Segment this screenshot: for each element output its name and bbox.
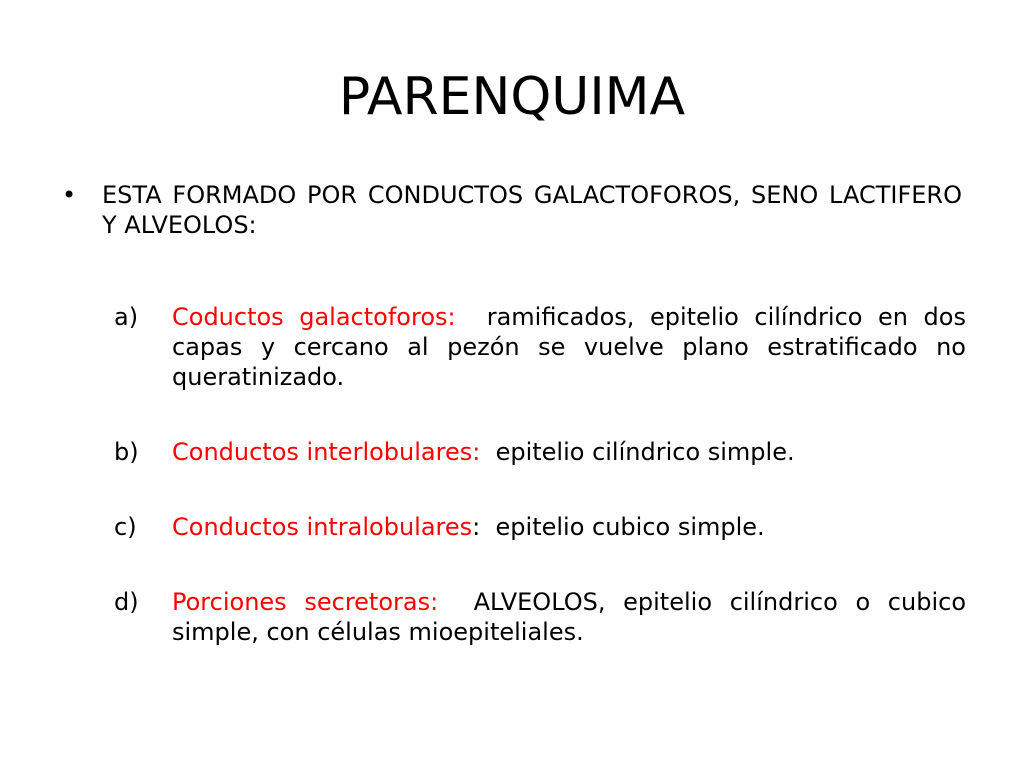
- list-item-text: [172, 437, 966, 467]
- item-separator: :: [472, 513, 481, 541]
- list-item-b: [114, 437, 966, 467]
- item-term: Conductos intralobulares: [172, 513, 473, 541]
- item-description: ramificados, epitelio cilíndrico en dos capas y cercano al pezón se vuelve plano estratificado no queratinizado.: [172, 303, 966, 391]
- item-term: Porciones secretoras:: [172, 588, 439, 616]
- item-description: ALVEOLOS, epitelio cilíndrico o cubico simple, con células mioepiteliales.: [172, 588, 966, 646]
- list-item-text: [172, 302, 966, 392]
- list-marker: d): [114, 588, 139, 616]
- list-item-a: [114, 302, 966, 392]
- list-marker: c): [114, 513, 137, 541]
- item-description: epitelio cilíndrico simple.: [495, 438, 795, 466]
- list-marker: a): [114, 303, 139, 331]
- list-item-text: [172, 512, 966, 542]
- item-description: epitelio cubico simple.: [495, 513, 765, 541]
- list-item-c: [114, 512, 966, 542]
- list-item-d: [114, 587, 966, 647]
- slide-title: PARENQUIMA: [338, 67, 686, 127]
- list-item-text: [172, 587, 966, 647]
- bullet-text: ESTA FORMADO POR CONDUCTOS GALACTOFOROS, SENO LACTIFERO Y ALVEOLOS:: [102, 181, 962, 239]
- item-term: Conductos interlobulares:: [172, 438, 481, 466]
- item-term: Coductos galactoforos:: [172, 303, 456, 331]
- main-bullet: [62, 180, 962, 240]
- list-marker: b): [114, 438, 139, 466]
- bullet-symbol: •: [62, 181, 77, 209]
